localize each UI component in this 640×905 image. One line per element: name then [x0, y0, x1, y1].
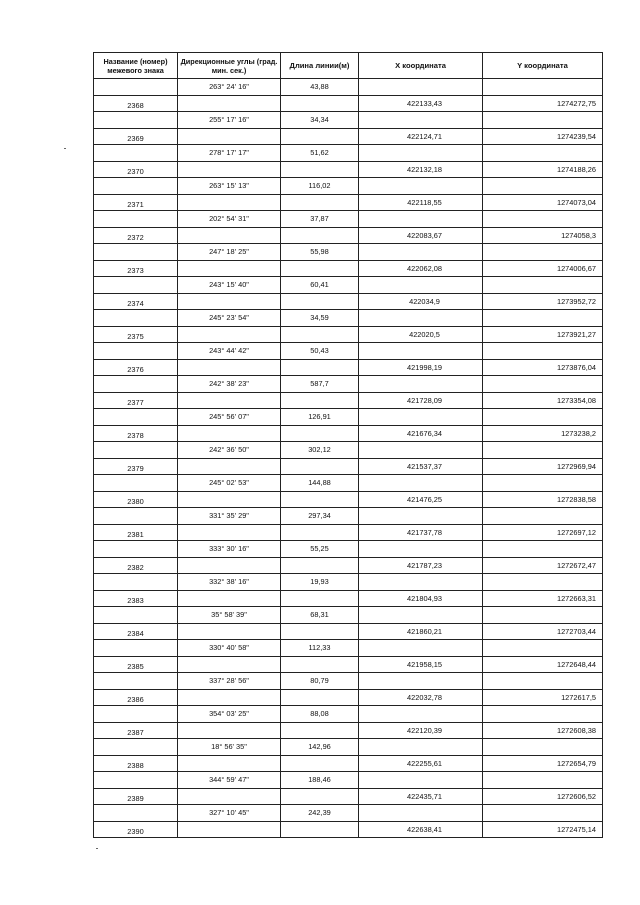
line-length-cell: 55,98 [281, 244, 359, 261]
x-coordinate-cell [359, 79, 483, 96]
direction-angle-cell [178, 392, 281, 409]
mark-name-cell [94, 310, 178, 327]
x-coordinate-cell: 422120,39 [359, 722, 483, 739]
x-coordinate-cell: 421676,34 [359, 425, 483, 442]
mark-row [94, 392, 603, 409]
mark-row [94, 557, 603, 574]
x-coordinate-cell: 422032,78 [359, 689, 483, 706]
direction-angle-cell: 330° 40' 58" [178, 640, 281, 657]
header-line-length: Длина линии(м) [281, 53, 359, 79]
direction-angle-cell [178, 458, 281, 475]
mark-name-cell: 2390 [94, 821, 178, 838]
mark-name-cell [94, 178, 178, 195]
y-coordinate-cell: 1273921,27 [483, 326, 603, 343]
mark-row [94, 656, 603, 673]
mark-name-cell: 2369 [94, 128, 178, 145]
mark-name-cell [94, 211, 178, 228]
mark-name-cell: 2373 [94, 260, 178, 277]
line-length-cell [281, 557, 359, 574]
x-coordinate-cell: 421860,21 [359, 623, 483, 640]
y-coordinate-cell [483, 343, 603, 360]
direction-angle-cell: 263° 24' 16" [178, 79, 281, 96]
y-coordinate-cell [483, 541, 603, 558]
y-coordinate-cell [483, 244, 603, 261]
y-coordinate-cell: 1272703,44 [483, 623, 603, 640]
mark-name-cell [94, 508, 178, 525]
x-coordinate-cell [359, 178, 483, 195]
y-coordinate-cell: 1274058,3 [483, 227, 603, 244]
header-x-coordinate: X координата [359, 53, 483, 79]
line-length-cell: 19,93 [281, 574, 359, 591]
y-coordinate-cell [483, 178, 603, 195]
x-coordinate-cell [359, 772, 483, 789]
line-length-cell [281, 161, 359, 178]
line-length-cell: 37,87 [281, 211, 359, 228]
mark-row [94, 359, 603, 376]
direction-angle-cell: 35° 58' 39" [178, 607, 281, 624]
y-coordinate-cell [483, 805, 603, 822]
direction-angle-cell: 278° 17' 17" [178, 145, 281, 162]
mark-name-cell: 2379 [94, 458, 178, 475]
direction-angle-cell: 331° 35' 29" [178, 508, 281, 525]
direction-angle-cell [178, 788, 281, 805]
x-coordinate-cell: 422255,61 [359, 755, 483, 772]
segment-row [94, 673, 603, 690]
mark-name-cell: 2381 [94, 524, 178, 541]
mark-row [94, 425, 603, 442]
line-length-cell [281, 95, 359, 112]
line-length-cell: 112,33 [281, 640, 359, 657]
segment-row [94, 640, 603, 657]
x-coordinate-cell: 422133,43 [359, 95, 483, 112]
y-coordinate-cell [483, 739, 603, 756]
mark-row [94, 755, 603, 772]
x-coordinate-cell: 421537,37 [359, 458, 483, 475]
x-coordinate-cell [359, 409, 483, 426]
segment-row [94, 508, 603, 525]
mark-name-cell [94, 376, 178, 393]
direction-angle-cell: 344° 59' 47" [178, 772, 281, 789]
segment-row [94, 79, 603, 96]
mark-row [94, 788, 603, 805]
direction-angle-cell: 243° 15' 40" [178, 277, 281, 294]
segment-row [94, 772, 603, 789]
scan-speck [64, 148, 66, 149]
x-coordinate-cell [359, 244, 483, 261]
line-length-cell [281, 788, 359, 805]
segment-row [94, 574, 603, 591]
x-coordinate-cell [359, 739, 483, 756]
table-body [94, 79, 603, 838]
x-coordinate-cell: 421787,23 [359, 557, 483, 574]
segment-row [94, 277, 603, 294]
line-length-cell: 80,79 [281, 673, 359, 690]
x-coordinate-cell: 422435,71 [359, 788, 483, 805]
line-length-cell [281, 293, 359, 310]
mark-row [94, 821, 603, 838]
mark-name-cell [94, 607, 178, 624]
mark-row [94, 689, 603, 706]
direction-angle-cell [178, 491, 281, 508]
mark-name-cell: 2389 [94, 788, 178, 805]
line-length-cell: 51,62 [281, 145, 359, 162]
mark-row [94, 128, 603, 145]
direction-angle-cell [178, 623, 281, 640]
x-coordinate-cell [359, 277, 483, 294]
coordinates-document [93, 52, 603, 838]
y-coordinate-cell: 1273876,04 [483, 359, 603, 376]
x-coordinate-cell: 422034,9 [359, 293, 483, 310]
x-coordinate-cell: 422118,55 [359, 194, 483, 211]
x-coordinate-cell [359, 211, 483, 228]
table-header-row [94, 53, 603, 79]
line-length-cell [281, 194, 359, 211]
line-length-cell [281, 722, 359, 739]
header-y-coordinate: Y координата [483, 53, 603, 79]
y-coordinate-cell: 1272617,5 [483, 689, 603, 706]
x-coordinate-cell [359, 640, 483, 657]
y-coordinate-cell: 1272969,94 [483, 458, 603, 475]
mark-row [94, 458, 603, 475]
segment-row [94, 343, 603, 360]
line-length-cell: 144,88 [281, 475, 359, 492]
direction-angle-cell [178, 590, 281, 607]
line-length-cell [281, 689, 359, 706]
mark-name-cell [94, 739, 178, 756]
y-coordinate-cell: 1273952,72 [483, 293, 603, 310]
segment-row [94, 541, 603, 558]
x-coordinate-cell: 422124,71 [359, 128, 483, 145]
line-length-cell: 188,46 [281, 772, 359, 789]
y-coordinate-cell: 1272606,52 [483, 788, 603, 805]
mark-name-cell: 2371 [94, 194, 178, 211]
segment-row [94, 178, 603, 195]
line-length-cell: 55,25 [281, 541, 359, 558]
line-length-cell: 116,02 [281, 178, 359, 195]
direction-angle-cell [178, 95, 281, 112]
line-length-cell [281, 425, 359, 442]
direction-angle-cell: 242° 38' 23" [178, 376, 281, 393]
direction-angle-cell: 332° 38' 16" [178, 574, 281, 591]
direction-angle-cell: 255° 17' 16" [178, 112, 281, 129]
x-coordinate-cell: 422132,18 [359, 161, 483, 178]
mark-name-cell: 2388 [94, 755, 178, 772]
direction-angle-cell [178, 425, 281, 442]
direction-angle-cell [178, 656, 281, 673]
direction-angle-cell [178, 524, 281, 541]
mark-name-cell: 2368 [94, 95, 178, 112]
y-coordinate-cell [483, 79, 603, 96]
y-coordinate-cell: 1272838,58 [483, 491, 603, 508]
x-coordinate-cell [359, 574, 483, 591]
direction-angle-cell [178, 227, 281, 244]
y-coordinate-cell [483, 475, 603, 492]
direction-angle-cell: 243° 44' 42" [178, 343, 281, 360]
x-coordinate-cell: 421958,15 [359, 656, 483, 673]
mark-name-cell [94, 772, 178, 789]
header-mark-name: Название (номер) межевого знака [94, 53, 178, 79]
mark-row [94, 161, 603, 178]
segment-row [94, 475, 603, 492]
mark-row [94, 590, 603, 607]
mark-row [94, 227, 603, 244]
mark-name-cell: 2377 [94, 392, 178, 409]
direction-angle-cell: 337° 28' 56" [178, 673, 281, 690]
y-coordinate-cell: 1273354,08 [483, 392, 603, 409]
segment-row [94, 739, 603, 756]
scan-speck [96, 848, 98, 849]
mark-row [94, 260, 603, 277]
mark-name-cell [94, 277, 178, 294]
line-length-cell: 302,12 [281, 442, 359, 459]
line-length-cell: 43,88 [281, 79, 359, 96]
line-length-cell [281, 359, 359, 376]
y-coordinate-cell [483, 145, 603, 162]
x-coordinate-cell: 422062,08 [359, 260, 483, 277]
y-coordinate-cell: 1274239,54 [483, 128, 603, 145]
line-length-cell: 88,08 [281, 706, 359, 723]
segment-row [94, 244, 603, 261]
x-coordinate-cell [359, 706, 483, 723]
direction-angle-cell: 242° 36' 50" [178, 442, 281, 459]
y-coordinate-cell [483, 673, 603, 690]
x-coordinate-cell: 422638,41 [359, 821, 483, 838]
line-length-cell: 50,43 [281, 343, 359, 360]
direction-angle-cell: 327° 10' 45" [178, 805, 281, 822]
mark-row [94, 491, 603, 508]
x-coordinate-cell: 422083,67 [359, 227, 483, 244]
boundary-marks-table [93, 52, 603, 838]
line-length-cell [281, 128, 359, 145]
mark-name-cell [94, 112, 178, 129]
segment-row [94, 607, 603, 624]
mark-name-cell: 2383 [94, 590, 178, 607]
mark-name-cell [94, 409, 178, 426]
line-length-cell [281, 590, 359, 607]
direction-angle-cell: 18° 56' 35" [178, 739, 281, 756]
direction-angle-cell [178, 326, 281, 343]
mark-name-cell: 2376 [94, 359, 178, 376]
segment-row [94, 376, 603, 393]
direction-angle-cell [178, 260, 281, 277]
direction-angle-cell [178, 359, 281, 376]
header-direction-angle: Дирекционные углы (град. мин. сек.) [178, 53, 281, 79]
x-coordinate-cell [359, 376, 483, 393]
x-coordinate-cell: 422020,5 [359, 326, 483, 343]
mark-name-cell: 2385 [94, 656, 178, 673]
mark-name-cell: 2375 [94, 326, 178, 343]
direction-angle-cell [178, 293, 281, 310]
mark-row [94, 95, 603, 112]
mark-name-cell [94, 145, 178, 162]
line-length-cell [281, 458, 359, 475]
mark-row [94, 326, 603, 343]
mark-name-cell [94, 706, 178, 723]
direction-angle-cell: 333° 30' 16" [178, 541, 281, 558]
x-coordinate-cell [359, 442, 483, 459]
x-coordinate-cell [359, 673, 483, 690]
direction-angle-cell: 247° 18' 25" [178, 244, 281, 261]
segment-row [94, 211, 603, 228]
mark-name-cell: 2387 [94, 722, 178, 739]
mark-name-cell [94, 640, 178, 657]
mark-name-cell: 2384 [94, 623, 178, 640]
segment-row [94, 442, 603, 459]
x-coordinate-cell: 421728,09 [359, 392, 483, 409]
y-coordinate-cell: 1272475,14 [483, 821, 603, 838]
x-coordinate-cell [359, 508, 483, 525]
line-length-cell: 142,96 [281, 739, 359, 756]
x-coordinate-cell: 421804,93 [359, 590, 483, 607]
x-coordinate-cell [359, 805, 483, 822]
y-coordinate-cell: 1273238,2 [483, 425, 603, 442]
line-length-cell [281, 392, 359, 409]
x-coordinate-cell [359, 310, 483, 327]
line-length-cell [281, 326, 359, 343]
segment-row [94, 145, 603, 162]
y-coordinate-cell [483, 409, 603, 426]
mark-name-cell [94, 805, 178, 822]
mark-row [94, 293, 603, 310]
mark-name-cell: 2382 [94, 557, 178, 574]
mark-name-cell [94, 244, 178, 261]
line-length-cell [281, 227, 359, 244]
y-coordinate-cell: 1272648,44 [483, 656, 603, 673]
segment-row [94, 310, 603, 327]
mark-name-cell: 2374 [94, 293, 178, 310]
line-length-cell: 587,7 [281, 376, 359, 393]
line-length-cell: 60,41 [281, 277, 359, 294]
segment-row [94, 409, 603, 426]
line-length-cell: 126,91 [281, 409, 359, 426]
mark-name-cell: 2380 [94, 491, 178, 508]
mark-row [94, 194, 603, 211]
line-length-cell [281, 821, 359, 838]
x-coordinate-cell [359, 541, 483, 558]
line-length-cell: 68,31 [281, 607, 359, 624]
direction-angle-cell [178, 821, 281, 838]
y-coordinate-cell: 1274188,26 [483, 161, 603, 178]
mark-row [94, 524, 603, 541]
direction-angle-cell: 202° 54' 31" [178, 211, 281, 228]
y-coordinate-cell [483, 508, 603, 525]
direction-angle-cell [178, 128, 281, 145]
direction-angle-cell [178, 161, 281, 178]
mark-name-cell [94, 574, 178, 591]
y-coordinate-cell [483, 112, 603, 129]
y-coordinate-cell [483, 772, 603, 789]
line-length-cell [281, 260, 359, 277]
y-coordinate-cell: 1272608,38 [483, 722, 603, 739]
mark-row [94, 722, 603, 739]
line-length-cell [281, 524, 359, 541]
y-coordinate-cell: 1272663,31 [483, 590, 603, 607]
mark-row [94, 623, 603, 640]
direction-angle-cell [178, 722, 281, 739]
mark-name-cell: 2378 [94, 425, 178, 442]
mark-name-cell: 2386 [94, 689, 178, 706]
y-coordinate-cell [483, 706, 603, 723]
direction-angle-cell [178, 194, 281, 211]
line-length-cell: 242,39 [281, 805, 359, 822]
line-length-cell: 297,34 [281, 508, 359, 525]
line-length-cell [281, 491, 359, 508]
direction-angle-cell [178, 557, 281, 574]
x-coordinate-cell: 421998,19 [359, 359, 483, 376]
mark-name-cell [94, 343, 178, 360]
x-coordinate-cell [359, 145, 483, 162]
direction-angle-cell: 354° 03' 25" [178, 706, 281, 723]
mark-name-cell [94, 442, 178, 459]
y-coordinate-cell: 1272672,47 [483, 557, 603, 574]
mark-name-cell: 2372 [94, 227, 178, 244]
y-coordinate-cell: 1272697,12 [483, 524, 603, 541]
y-coordinate-cell [483, 640, 603, 657]
y-coordinate-cell [483, 211, 603, 228]
y-coordinate-cell: 1274272,75 [483, 95, 603, 112]
x-coordinate-cell: 421737,78 [359, 524, 483, 541]
x-coordinate-cell [359, 475, 483, 492]
line-length-cell [281, 656, 359, 673]
y-coordinate-cell: 1274006,67 [483, 260, 603, 277]
y-coordinate-cell [483, 607, 603, 624]
line-length-cell: 34,34 [281, 112, 359, 129]
y-coordinate-cell [483, 574, 603, 591]
segment-row [94, 706, 603, 723]
x-coordinate-cell [359, 607, 483, 624]
line-length-cell [281, 755, 359, 772]
mark-name-cell [94, 79, 178, 96]
x-coordinate-cell [359, 112, 483, 129]
segment-row [94, 112, 603, 129]
y-coordinate-cell [483, 376, 603, 393]
x-coordinate-cell: 421476,25 [359, 491, 483, 508]
y-coordinate-cell: 1274073,04 [483, 194, 603, 211]
mark-name-cell: 2370 [94, 161, 178, 178]
y-coordinate-cell [483, 310, 603, 327]
direction-angle-cell: 245° 02' 53" [178, 475, 281, 492]
y-coordinate-cell [483, 442, 603, 459]
line-length-cell: 34,59 [281, 310, 359, 327]
direction-angle-cell: 245° 56' 07" [178, 409, 281, 426]
mark-name-cell [94, 541, 178, 558]
direction-angle-cell: 245° 23' 54" [178, 310, 281, 327]
segment-row [94, 805, 603, 822]
y-coordinate-cell [483, 277, 603, 294]
mark-name-cell [94, 475, 178, 492]
direction-angle-cell [178, 755, 281, 772]
y-coordinate-cell: 1272654,79 [483, 755, 603, 772]
direction-angle-cell [178, 689, 281, 706]
line-length-cell [281, 623, 359, 640]
x-coordinate-cell [359, 343, 483, 360]
mark-name-cell [94, 673, 178, 690]
direction-angle-cell: 263° 15' 13" [178, 178, 281, 195]
